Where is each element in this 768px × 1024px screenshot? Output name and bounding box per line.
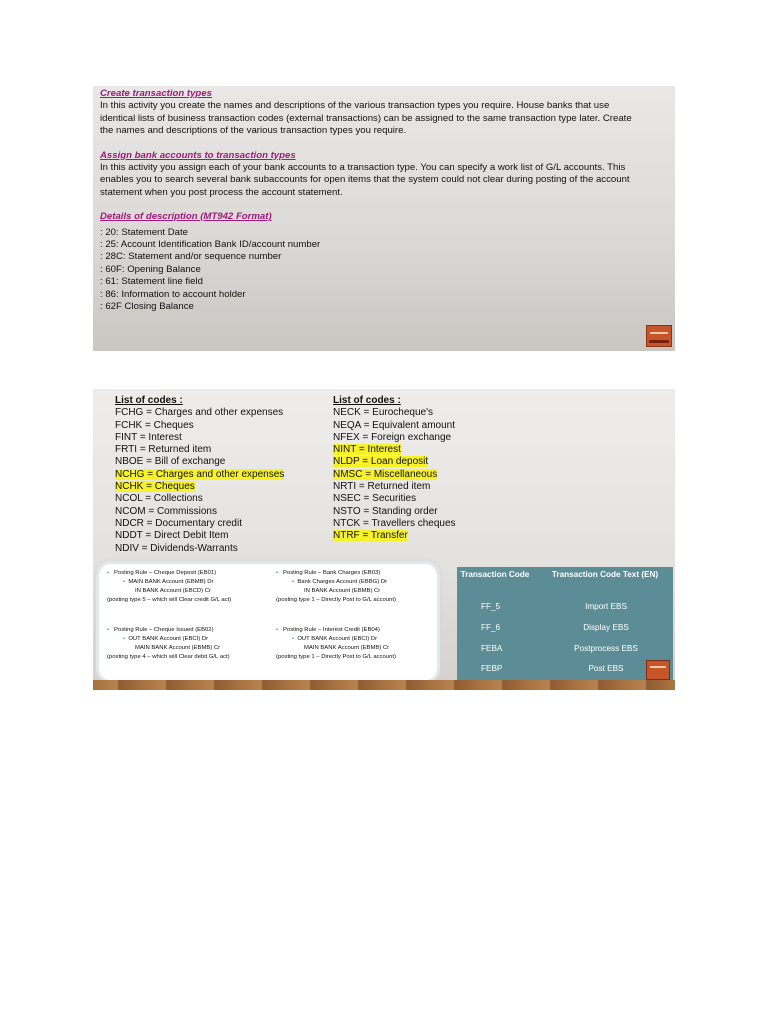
slide-logo-icon bbox=[646, 325, 672, 347]
posting-rule-eb02: • Posting Rule – Cheque Issued (EB02) • OUT BANK Account (EBCI) Dr MAIN BANK Account (EBMB) Cr (posting type 4 – which will Clear debit G/L act) bbox=[107, 627, 230, 660]
code-item: FRTI = Returned item bbox=[115, 444, 212, 456]
table-row: FEBP Post EBS bbox=[481, 664, 624, 673]
detail-line: : 28C: Statement and/or sequence number bbox=[100, 251, 282, 263]
detail-line: : 25: Account Identification Bank ID/account number bbox=[100, 239, 321, 251]
table-row: FEBA Postprocess EBS bbox=[481, 644, 638, 653]
detail-line: : 86: Information to account holder bbox=[100, 288, 246, 300]
code-item: NDCR = Documentary credit bbox=[115, 517, 242, 529]
code-item: NFEX = Foreign exchange bbox=[333, 431, 452, 443]
details-title: Details of description (MT942 Format) bbox=[100, 211, 272, 223]
bullet-icon: • bbox=[107, 570, 110, 576]
posting-rule-eb04: • Posting Rule – Interest Credit (EB04) • OUT BANK Account (EBCI) Dr MAIN BANK Account (EBMB) Cr (posting type 1 – Directly Post to G/L account) bbox=[276, 627, 396, 660]
code-item: NEQA = Equivalent amount bbox=[333, 419, 456, 431]
section-assign bbox=[100, 150, 675, 200]
code-item: NSTO = Standing order bbox=[333, 505, 438, 517]
code-item: FCHK = Cheques bbox=[115, 419, 194, 431]
bullet-icon: • bbox=[276, 627, 279, 633]
bullet-icon: • bbox=[107, 627, 110, 633]
bullet-icon: • bbox=[276, 570, 279, 576]
code-item: NDIV = Dividends-Warrants bbox=[115, 542, 238, 554]
posting-rule-eb03: • Posting Rule – Bank Charges (EB03) • Bank Charges Account (EBBG) Dr IN BANK Account (EBMB) Cr (posting type 1 – Directly Post to G/L account) bbox=[276, 570, 396, 603]
code-item: NRTI = Returned item bbox=[333, 481, 431, 493]
code-item-highlighted: NCHK = Cheques bbox=[115, 481, 195, 493]
code-item: NDDT = Direct Debit Item bbox=[115, 530, 229, 542]
code-item: FCHG = Charges and other expenses bbox=[115, 407, 284, 419]
section-details bbox=[100, 211, 675, 313]
codes-list-left bbox=[115, 395, 284, 555]
code-item: NCOM = Commissions bbox=[115, 505, 217, 517]
detail-line: : 20: Statement Date bbox=[100, 226, 188, 238]
code-item-highlighted: NTRF = Transfer bbox=[333, 530, 408, 542]
transaction-code-table bbox=[457, 567, 673, 683]
table-row: FF_6 Display EBS bbox=[481, 623, 629, 632]
code-item-highlighted: NLDP = Loan deposit bbox=[333, 456, 429, 468]
code-item: NECK = Eurocheque's bbox=[333, 407, 434, 419]
bullet-icon: • bbox=[292, 579, 295, 585]
create-body: In this activity you create the names and descriptions of the various transaction types you require. House banks that use identical lists of business transaction codes (external transactions) can be assigned to the same transaction type later. Create the names and descriptions of the various transaction types you require. bbox=[100, 100, 632, 137]
header-transaction-code: Transaction Code bbox=[460, 570, 530, 579]
detail-line: : 62F Closing Balance bbox=[100, 301, 194, 313]
code-item-highlighted: NMSC = Miscellaneous bbox=[333, 468, 438, 480]
section-create bbox=[100, 88, 675, 138]
code-item: NSEC = Securities bbox=[333, 493, 417, 505]
create-title: Create transaction types bbox=[100, 88, 212, 99]
code-item-highlighted: NCHG = Charges and other expenses bbox=[115, 468, 285, 480]
header-transaction-text: Transaction Code Text (EN) bbox=[551, 570, 659, 579]
details-lines bbox=[100, 227, 675, 314]
table-row: FF_5 Import EBS bbox=[481, 602, 627, 611]
code-item: NTCK = Travellers cheques bbox=[333, 517, 456, 529]
assign-title: Assign bank accounts to transaction types bbox=[100, 149, 296, 161]
bullet-icon: • bbox=[123, 636, 126, 642]
slide-list-of-codes bbox=[93, 389, 675, 690]
detail-line: : 60F: Opening Balance bbox=[100, 263, 201, 275]
codes-header: List of codes : bbox=[333, 395, 401, 406]
posting-rules-panel bbox=[99, 564, 437, 680]
codes-list-right bbox=[333, 395, 456, 543]
bullet-icon: • bbox=[292, 636, 295, 642]
wood-floor-decoration bbox=[93, 680, 675, 690]
code-item-highlighted: NINT = Interest bbox=[333, 444, 401, 456]
assign-body: In this activity you assign each of your bank accounts to a transaction type. You can specify a work list of G/L accounts. This enables you to search several bank subaccounts for open items that the system could not clear during posting of the account statement when you post process the account statement. bbox=[100, 162, 630, 198]
posting-rule-eb01: • Posting Rule – Cheque Deposit (EB01) • MAIN BANK Account (EBMB) Dr IN BANK Account (EBCD) Cr (posting type 5 – which will Clear credit G/L act) bbox=[107, 570, 232, 603]
code-item: NBOE = Bill of exchange bbox=[115, 456, 226, 468]
detail-line: : 61: Statement line field bbox=[100, 276, 203, 288]
slide-logo-icon bbox=[646, 660, 670, 680]
bullet-icon: • bbox=[123, 579, 126, 585]
codes-header: List of codes : bbox=[115, 395, 183, 406]
code-item: NCOL = Collections bbox=[115, 493, 203, 505]
slide-transaction-types bbox=[93, 86, 675, 351]
code-item: FINT = Interest bbox=[115, 431, 182, 443]
